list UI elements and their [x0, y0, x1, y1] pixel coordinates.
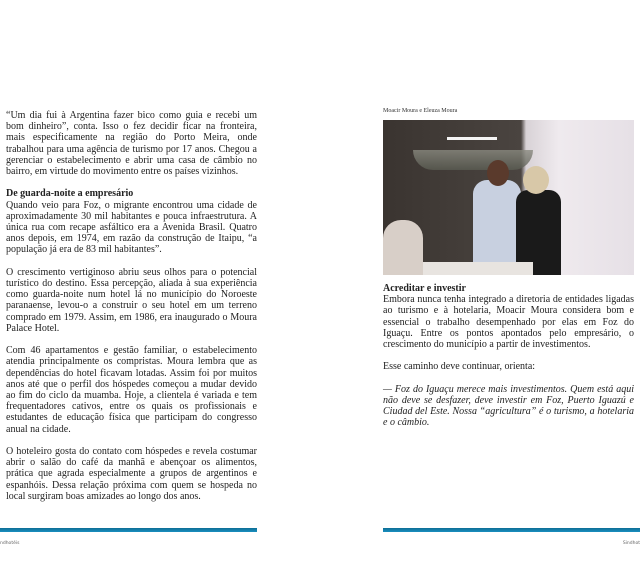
- section-heading: Acreditar e investir: [383, 283, 466, 294]
- paragraph: Esse caminho deve continuar, orienta:: [383, 361, 536, 373]
- footer-right: Sindhot: [622, 541, 640, 546]
- paragraph: “Um dia fui à Argentina fazer bico como guia e recebi um bom dinheiro”, conta. Isso o fez decidir ficar na fronteira, mais especificamente na região do Porto Meira, onde trabalhou para uma agência de turismo por 17 anos. Chegou a gerenciar o estabelecimento e abrir uma casa de câmbio no bairro, em virtude do movimento entre os países vizinhos.: [6, 110, 257, 178]
- paragraph: O crescimento vertiginoso abriu seus olhos para o potencial turístico do destino. Essa percepção, aliada à sua experiência como guarda-noite num hotel lá no município do Noroeste paranaense, levou-o a construir o seu hotel em um terreno comprado em 1979. Assim, em 1986, era inaugurado o Moura Palace Hotel.: [6, 266, 257, 334]
- left-page-text: [6, 110, 257, 513]
- paragraph: O hoteleiro gosta do contato com hóspedes e revela costumar abrir o salão do café da manhã e abençoar os alimentos, prática que agrada especialmente a grupos de argentinos e espanhóis. Dessa relação próxima com quem se hospeda no local surgiram boas amizades ao longo dos anos.: [6, 446, 257, 502]
- section-heading: De guarda-noite a empresário: [6, 188, 134, 200]
- footer-bar-left: [0, 528, 257, 532]
- quote: — Foz do Iguaçu merece mais investimentos. Quem está aqui não deve se desfazer, deve investir em Foz, Puerto Iguazú e Ciudad del Este. Nossa “agricultura” é o turismo, a hotelaria e o câmbio.: [383, 383, 634, 429]
- paragraph: Quando veio para Foz, o migrante encontrou uma cidade de aproximadamente 30 mil habitantes e pouca infraestrutura. A única rua com recape asfáltico era a Avenida Brasil. Quatro anos depois, em 1974, em razão da construção de Itaipu, “a população já era de 83 mil habitantes”.: [6, 199, 257, 256]
- photo: [383, 120, 634, 275]
- paragraph: Com 46 apartamentos e gestão familiar, o estabelecimento atendia principalmente os compristas. Moura lembra que as dependências do hotel ficavam lotadas. Assim foi por muitos anos até que o perfil dos hóspedes começou a mudar devido ao fim do ciclo da muamba. Hoje, a clientela é variada e tem frequentadores cativos, entre os quais os profissionais e estudantes de educação física que participam do congresso anual na cidade.: [6, 345, 257, 435]
- footer-left: ndhotéis: [0, 541, 20, 546]
- right-page-text: [383, 283, 634, 440]
- photo-caption: Moacir Moura e Eleuza Moura: [383, 108, 458, 114]
- footer-bar-right: [383, 528, 640, 532]
- paragraph: Embora nunca tenha integrado a diretoria de entidades ligadas ao turismo e à hotelaria, Moacir Moura considera bom e essencial o trabalho desempenhado por elas em Foz do Iguaçu. Entre os pontos apontados pelo empresário, o crescimento do município a partir de investimentos.: [383, 294, 634, 351]
